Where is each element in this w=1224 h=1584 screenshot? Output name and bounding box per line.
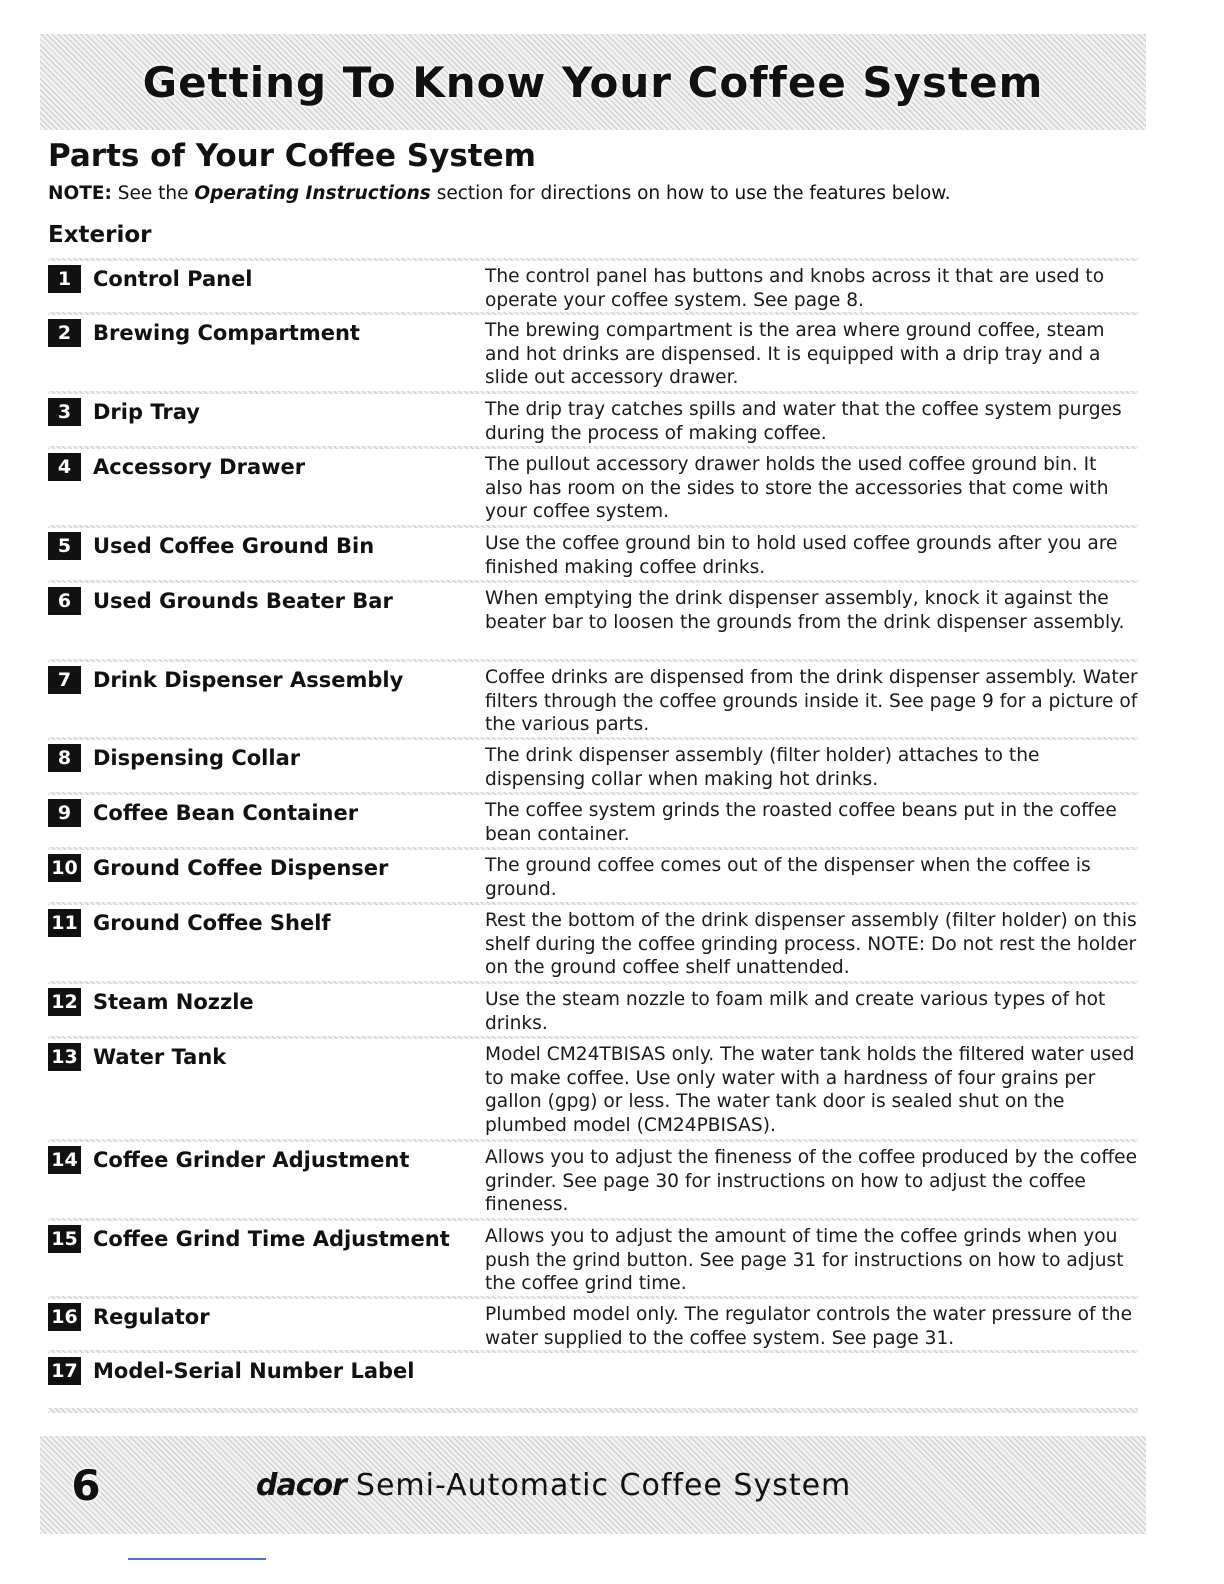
part-description: Allows you to adjust the amount of time the coffee grinds when you push the grind button. See page 31 for instructions on how to adjust the coffee grind time. [485,1226,1124,1294]
part-number-badge: 4 [48,453,81,481]
part-name: Coffee Bean Container [93,801,359,825]
row-divider [48,446,1138,449]
part-row [48,981,1138,1036]
row-divider [48,1139,1138,1142]
part-name: Used Coffee Ground Bin [93,534,375,558]
row-divider [48,659,1138,662]
part-row [48,737,1138,792]
part-description: Plumbed model only. The regulator controls the water pressure of the water supplied to the coffee system. See page 31. [485,1304,1133,1349]
note-post: section for directions on how to use the features below. [430,183,951,204]
part-row [48,1296,1138,1350]
part-number-badge: 12 [48,988,81,1016]
part-row [48,1218,1138,1296]
part-description [485,1357,1138,1390]
part-number-badge: 6 [48,587,81,615]
subsection-title: Exterior [48,222,152,248]
part-description: The coffee system grinds the roasted coffee beans put in the coffee bean container. [485,800,1117,845]
part-name: Control Panel [93,267,253,291]
part-description: Model CM24TBISAS only. The water tank holds the filtered water used to make coffee. Use only water with a hardness of four grains per gallon (gpg) or less. The water tank door is sealed shut on the plumbed model (CM24PBISAS). [485,1044,1135,1136]
part-number-badge: 2 [48,319,81,347]
footer-divider [48,1408,1138,1413]
part-description: When emptying the drink dispenser assembly, knock it against the beater bar to loosen the grounds from the drink dispenser assembly. [485,588,1125,633]
row-divider [48,902,1138,905]
note-pre: See the [111,183,195,204]
part-name: Drink Dispenser Assembly [93,668,404,692]
part-name: Drip Tray [93,400,200,424]
part-row [48,847,1138,902]
note-label: NOTE: [48,183,112,204]
part-row [48,391,1138,446]
part-name: Brewing Compartment [93,321,360,345]
row-divider [48,391,1138,394]
part-name: Model-Serial Number Label [93,1359,415,1383]
note [48,183,951,204]
parts-list [48,258,1138,1390]
row-divider [48,1036,1138,1039]
row-divider [48,312,1138,315]
part-description: Allows you to adjust the fineness of the coffee produced by the coffee grinder. See page 30 for instructions on how to adjust the coffee fineness. [485,1147,1138,1215]
part-number-badge: 3 [48,398,81,426]
part-description: The pullout accessory drawer holds the used coffee ground bin. It also has room on the sides to store the accessories that come with your coffee system. [485,454,1109,522]
part-number-badge: 10 [48,854,81,882]
part-row [48,312,1138,391]
page-header-title: Getting To Know Your Coffee System [142,57,1044,107]
part-description: The brewing compartment is the area where ground coffee, steam and hot drinks are dispensed. It is equipped with a drip tray and a slide out accessory drawer. [485,320,1105,388]
part-row [48,258,1138,312]
part-number-badge: 1 [48,265,81,293]
part-row [48,580,1138,659]
part-number-badge: 7 [48,666,81,694]
part-name: Accessory Drawer [93,455,306,479]
part-name: Coffee Grind Time Adjustment [93,1227,450,1251]
part-description: The ground coffee comes out of the dispenser when the coffee is ground. [485,855,1091,900]
part-row [48,446,1138,525]
row-divider [48,981,1138,984]
part-description: Use the steam nozzle to foam milk and create various types of hot drinks. [485,989,1106,1034]
part-description: The drip tray catches spills and water that the coffee system purges during the process of making coffee. [485,399,1122,444]
row-divider [48,1218,1138,1221]
part-number-badge: 9 [48,799,81,827]
row-divider [48,847,1138,850]
bottom-link-underline [128,1558,266,1560]
part-name: Water Tank [93,1045,227,1069]
footer-text [256,1468,851,1503]
header-band [40,34,1146,130]
part-name: Ground Coffee Dispenser [93,856,389,880]
part-row [48,659,1138,737]
footer-title: Semi-Automatic Coffee System [355,1468,852,1503]
part-name: Regulator [93,1305,210,1329]
page-number-tab [40,1436,132,1534]
part-row [48,1350,1138,1390]
part-number-badge: 15 [48,1225,81,1253]
part-row [48,525,1138,580]
part-name: Used Grounds Beater Bar [93,589,393,613]
part-number-badge: 14 [48,1146,81,1174]
part-row [48,1139,1138,1218]
row-divider [48,258,1138,261]
part-description: Coffee drinks are dispensed from the drink dispenser assembly. Water filters through the coffee grounds inside it. See page 9 for a picture of the various parts. [485,667,1138,735]
section-title: Parts of Your Coffee System [48,138,536,174]
row-divider [48,1350,1138,1353]
part-number-badge: 13 [48,1043,81,1071]
row-divider [48,792,1138,795]
part-description: The control panel has buttons and knobs across it that are used to operate your coffee system. See page 8. [485,266,1105,311]
row-divider [48,1296,1138,1299]
part-name: Dispensing Collar [93,746,301,770]
part-number-badge: 17 [48,1357,81,1385]
row-divider [48,737,1138,740]
row-divider [48,580,1138,583]
part-name: Steam Nozzle [93,990,254,1014]
part-number-badge: 5 [48,532,81,560]
row-divider [48,525,1138,528]
brand-logo: dacor [256,1468,346,1503]
part-row [48,1036,1138,1139]
part-description: The drink dispenser assembly (filter holder) attaches to the dispensing collar when making hot drinks. [485,745,1040,790]
page-number: 6 [71,1460,101,1510]
part-name: Ground Coffee Shelf [93,911,331,935]
part-number-badge: 16 [48,1303,81,1331]
part-row [48,902,1138,981]
part-name: Coffee Grinder Adjustment [93,1148,410,1172]
part-number-badge: 8 [48,744,81,772]
part-description: Use the coffee ground bin to hold used coffee grounds after you are finished making coffee drinks. [485,533,1118,578]
part-row [48,792,1138,847]
part-number-badge: 11 [48,909,81,937]
part-description: Rest the bottom of the drink dispenser assembly (filter holder) on this shelf during the coffee grinding process. NOTE: Do not rest the holder on the ground coffee shelf unattended. [485,910,1137,978]
note-emphasis: Operating Instructions [194,183,431,204]
